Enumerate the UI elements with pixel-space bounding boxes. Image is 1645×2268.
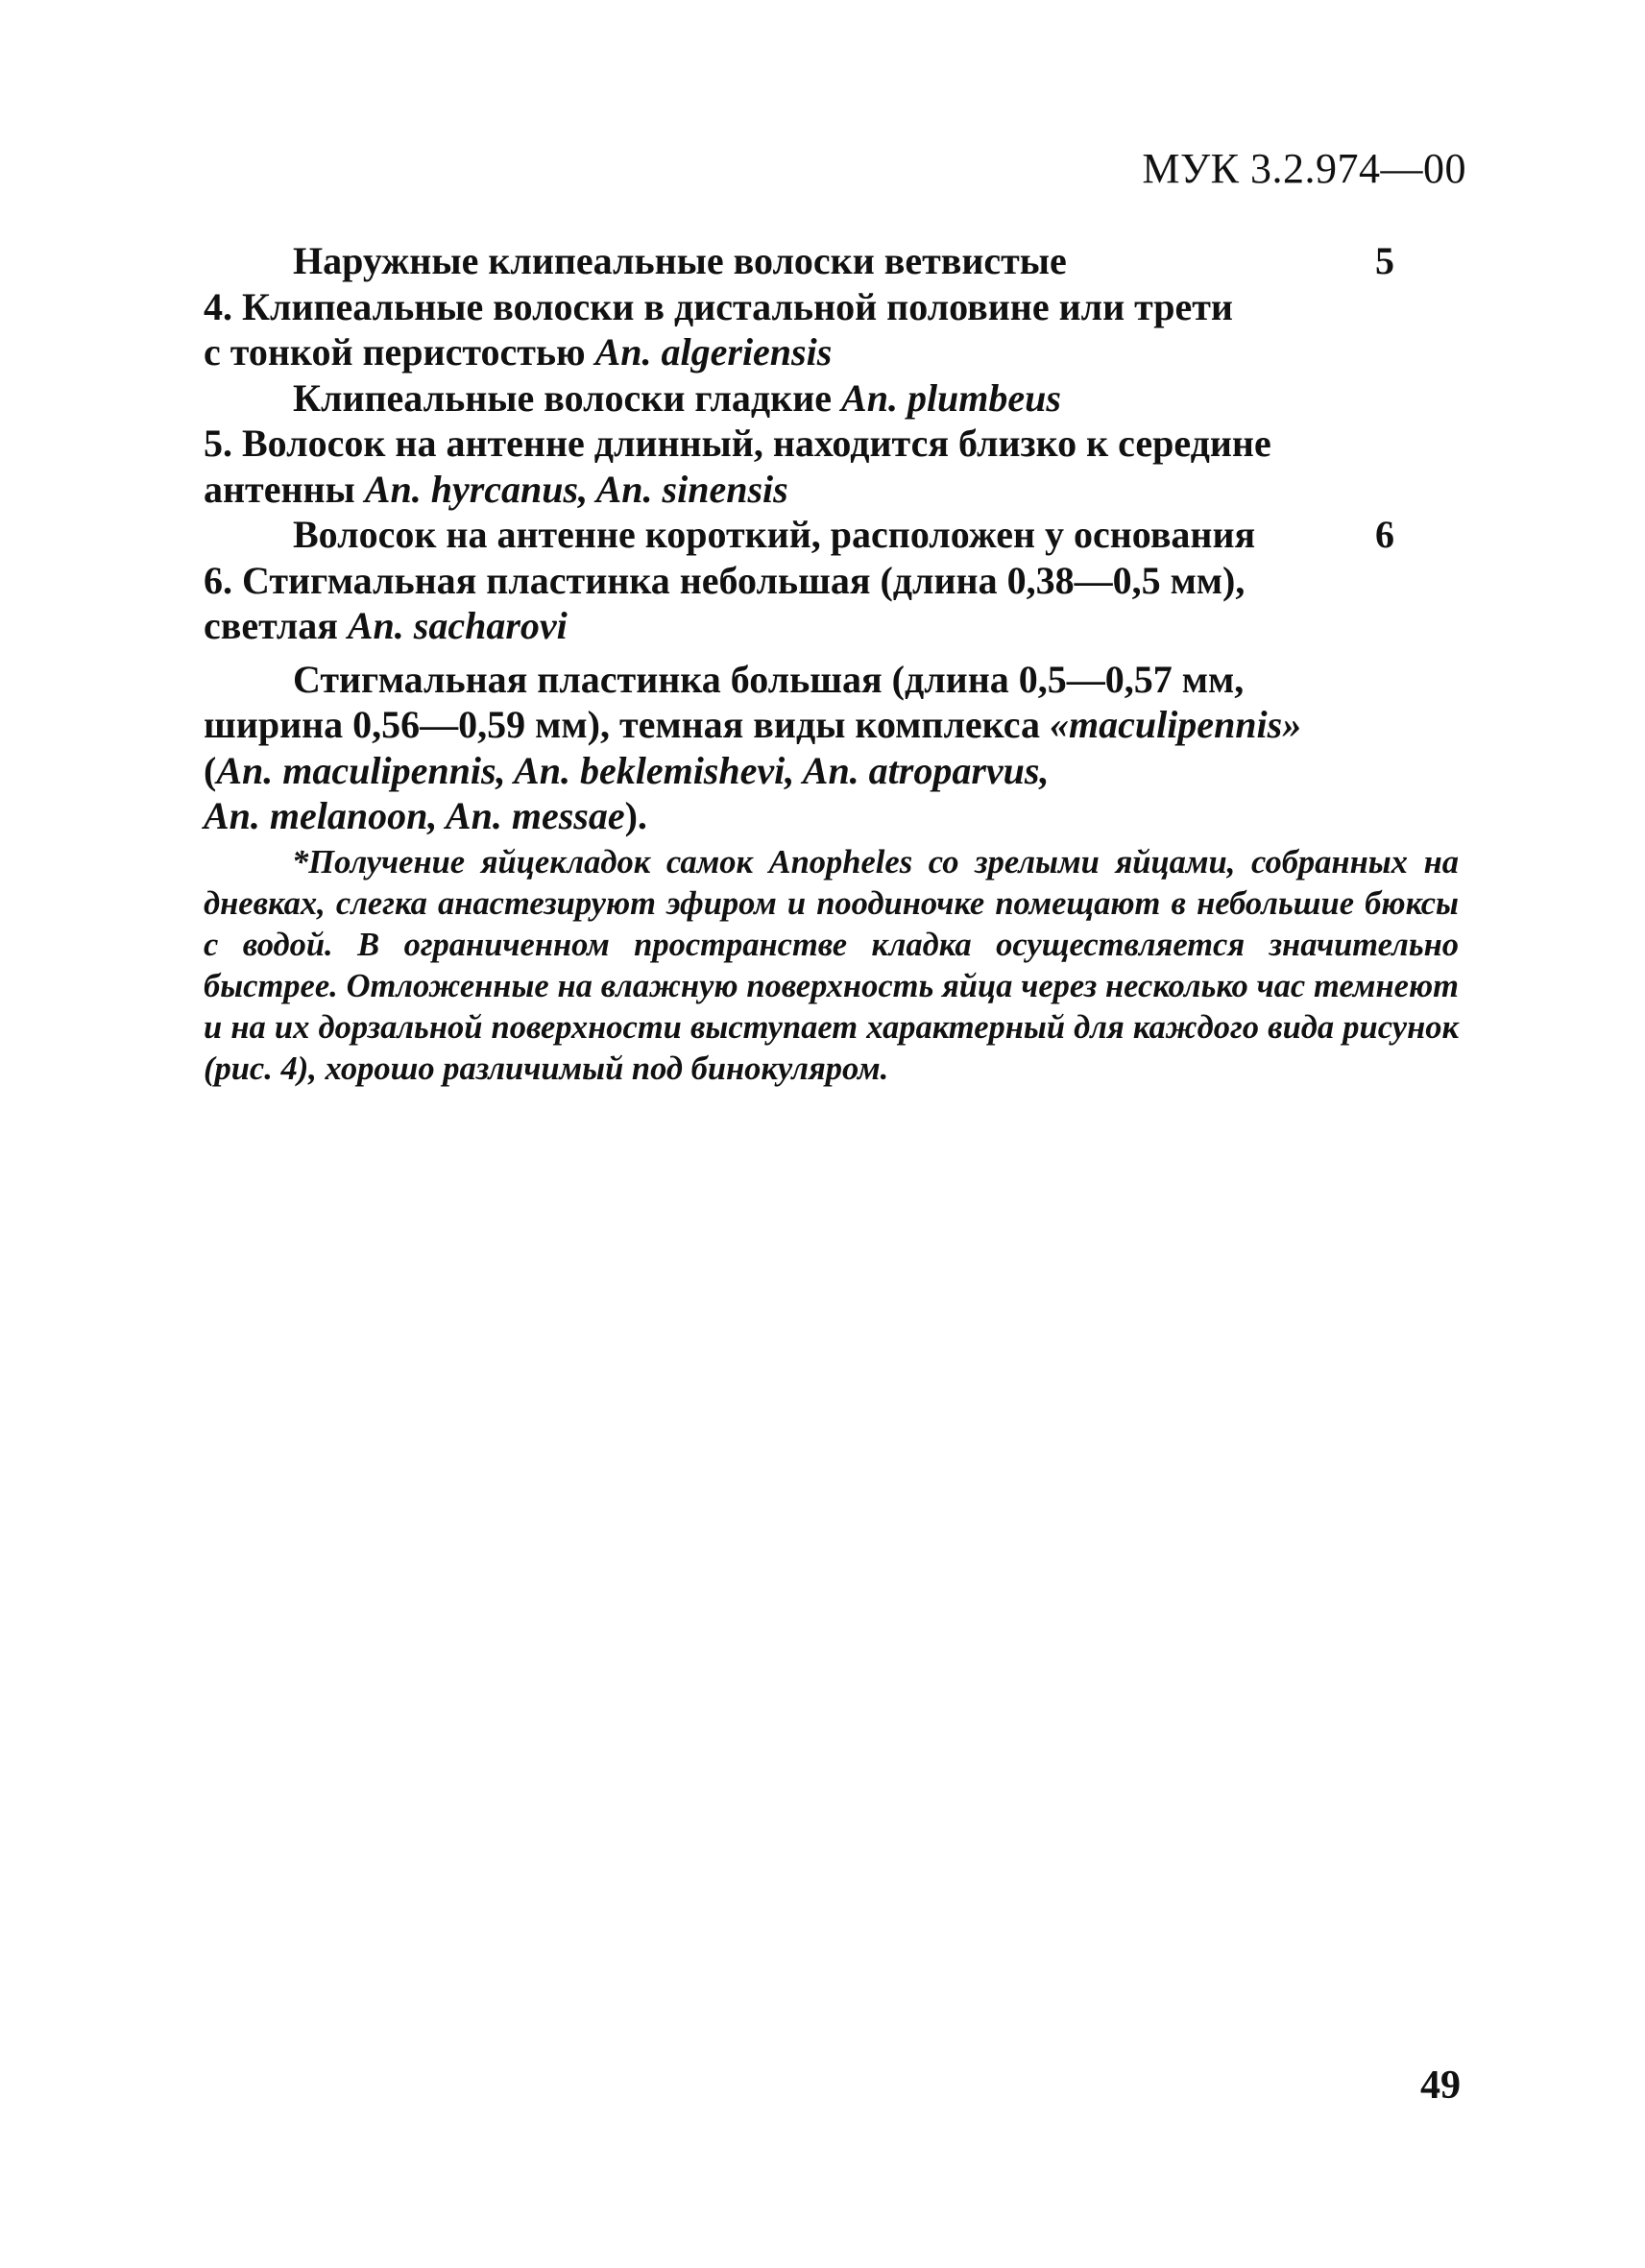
key-line-text: светлая	[204, 604, 348, 647]
page-number: 49	[1420, 2063, 1461, 2108]
key-reference-number: 5	[1375, 239, 1394, 282]
key-line	[204, 558, 1394, 604]
species-name: An. maculipennis, An. beklemishevi, An. atroparvus,	[216, 748, 1050, 792]
key-line	[204, 467, 1394, 513]
key-reference-number: 6	[1375, 513, 1394, 556]
key-line-text: ширина 0,56—0,59 мм), темная виды комплекса	[204, 703, 1050, 746]
key-line	[204, 793, 1394, 839]
key-line-text: Волосок на антенне короткий, расположен у основания	[293, 513, 1256, 556]
species-name: «maculipennis»	[1049, 703, 1302, 746]
species-name: An. algeriensis	[594, 330, 833, 374]
key-line-text: ).	[624, 794, 647, 837]
key-line-text: 6. Стигмальная пластинка небольшая (длина 0,38—0,5 мм),	[204, 558, 1246, 602]
species-name: An. plumbeus	[841, 375, 1061, 420]
footnote: *Получение яйцекладок самок Anopheles со зрелыми яйцами, собранных на дневках, слегка анастезируют эфиром и поодиночке помещают в небольшие бюксы с водой. В ограниченном пространстве кладка осуществляется значительно быстрее. Отложенные на влажную поверхность яйца через несколько час темнеют и на их дорзальной поверхности выступает характерный для каждого вида рисунок (рис. 4), хорошо различимый под бинокуляром.	[204, 844, 1459, 1087]
key-line	[204, 329, 1394, 375]
key-line-text: с тонкой перистостью	[204, 330, 595, 374]
key-line	[204, 702, 1394, 748]
key-line	[204, 238, 1394, 284]
key-line	[204, 657, 1394, 703]
key-line-text: (	[204, 748, 217, 792]
key-line-text: 5. Волосок на антенне длинный, находится близко к середине	[204, 422, 1271, 465]
key-line	[204, 421, 1394, 467]
species-name: An. melanoon, An. messae	[204, 794, 625, 837]
key-line	[204, 284, 1394, 330]
key-line	[204, 375, 1394, 422]
document-code-header: МУК 3.2.974—00	[1142, 145, 1466, 192]
key-line-text: антенны	[204, 467, 365, 511]
key-line-text: 4. Клипеальные волоски в дистальной половине или трети	[204, 284, 1233, 328]
key-line	[204, 512, 1394, 558]
species-name: An. hyrcanus, An. sinensis	[364, 467, 788, 511]
identification-key	[204, 238, 1394, 839]
key-line-text: Наружные клипеальные волоски ветвистые	[293, 239, 1067, 282]
species-name: An. sacharovi	[347, 604, 568, 647]
key-line	[204, 603, 1394, 649]
key-line	[204, 748, 1394, 794]
key-line-text: Стигмальная пластинка большая (длина 0,5—0,57 мм,	[293, 657, 1245, 701]
key-line-text: Клипеальные волоски гладкие	[293, 375, 842, 420]
